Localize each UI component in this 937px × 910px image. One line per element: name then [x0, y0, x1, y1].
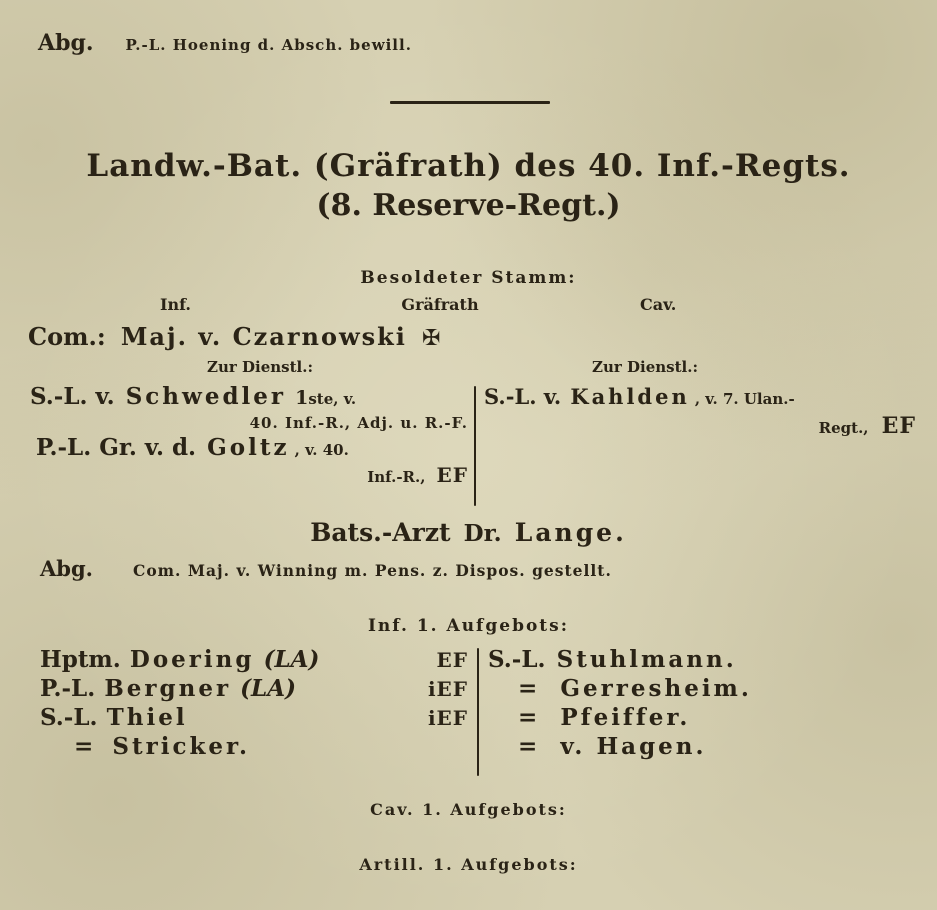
list-item	[488, 646, 928, 675]
section-divider-rule	[390, 101, 550, 104]
officer-name: Stuhlmann.	[556, 646, 737, 673]
officer-suffix: (LA)	[263, 646, 320, 673]
dienstl-left-line3	[36, 434, 468, 461]
column-header-cav: Cav.	[640, 295, 677, 314]
abg-text: P.-L. Hoening d. Absch. bewill.	[125, 36, 412, 54]
artill-aufgebots-heading: Artill. 1. Aufgebots:	[359, 855, 578, 874]
abg2-label: Abg.	[40, 556, 93, 581]
schwedler-name: Schwedler	[125, 383, 287, 410]
commander-label: Com.:	[28, 322, 106, 351]
dienstl-right-line1	[484, 384, 926, 409]
goltz-suffix: , v. 40.	[294, 441, 349, 459]
commander-name: Maj. v. Czarnowski	[120, 322, 407, 351]
officer-rank: S.-L.	[488, 646, 546, 673]
officer-rank: =	[518, 733, 538, 760]
arzt-title: Bats.-Arzt	[310, 518, 451, 547]
goltz-rank: P.-L. Gr. v. d.	[36, 434, 197, 461]
officer-rank: =	[518, 704, 538, 731]
maltese-cross-icon: ✠	[421, 326, 441, 351]
dienstl-left-line4	[30, 463, 468, 487]
officer-name: Pfeiffer.	[560, 704, 691, 731]
abg-label: Abg.	[38, 30, 94, 56]
page-title	[0, 148, 937, 223]
commander-line	[28, 322, 440, 351]
officer-rank: Hptm.	[40, 646, 121, 673]
dienstl-left-line2: 40. Inf.-R., Adj. u. R.-F.	[249, 414, 468, 432]
dienstl-right-line2	[484, 413, 926, 439]
list-item	[488, 704, 928, 733]
officer-rank: P.-L.	[40, 675, 96, 702]
bats-arzt-line	[0, 518, 937, 547]
officer-suffix: (LA)	[240, 675, 296, 702]
top-departure-note	[38, 30, 412, 56]
abg2-text: Com. Maj. v. Winning m. Pens. z. Dispos. gestellt.	[132, 561, 612, 580]
page-title-line2: (8. Reserve-Regt.)	[316, 188, 621, 223]
dienstl-left-line1	[30, 383, 468, 410]
officer-rank: =	[74, 733, 94, 760]
arzt-name: Lange.	[514, 518, 627, 547]
officer-name: Thiel	[106, 704, 188, 731]
officer-name: v. Hagen.	[560, 733, 707, 760]
kahlden-regiment: Regt.,	[818, 419, 869, 437]
page-title-line1: Landw.-Bat. (Gräfrath) des 40. Inf.-Regts.	[86, 148, 851, 184]
officer-badge: EF	[436, 648, 468, 672]
abg-winning-note	[40, 556, 612, 581]
aufgebot-column-divider-line	[477, 648, 479, 776]
inf-left-column	[40, 646, 468, 762]
column-header-inf: Inf.	[160, 295, 191, 314]
schwedler-number: 1	[295, 387, 309, 409]
list-item	[488, 675, 928, 704]
officer-name: Stricker.	[112, 733, 251, 760]
zur-dienstl-heading-right: Zur Dienstl.:	[592, 358, 698, 376]
officer-badge: iEF	[427, 677, 468, 701]
goltz-decoration-badge: EF	[436, 463, 468, 487]
cav-aufgebots-heading: Cav. 1. Aufgebots:	[370, 800, 567, 819]
kahlden-suffix: , v. 7. Ulan.-	[694, 390, 795, 408]
list-item	[40, 733, 468, 762]
officer-rank: =	[518, 675, 538, 702]
officer-name: Bergner	[104, 675, 232, 702]
schwedler-number-suffix: ste, v.	[308, 390, 357, 408]
column-header-station: Gräfrath	[401, 295, 479, 314]
officer-badge: iEF	[427, 706, 468, 730]
goltz-name: Goltz	[207, 434, 290, 461]
list-item	[488, 733, 928, 762]
column-divider-line	[474, 386, 476, 506]
schwedler-rank: S.-L. v.	[30, 383, 115, 410]
list-item	[40, 675, 468, 704]
dienstl-right-column	[484, 384, 926, 439]
zur-dienstl-heading-left: Zur Dienstl.:	[207, 358, 313, 376]
kahlden-decoration-badge: EF	[881, 413, 916, 439]
inf-right-column	[488, 646, 928, 762]
officer-name: Doering	[129, 646, 255, 673]
kahlden-name: Kahlden	[570, 384, 690, 409]
stamm-heading: Besoldeter Stamm:	[360, 268, 577, 288]
officer-rank: S.-L.	[40, 704, 98, 731]
dienstl-left-column	[30, 383, 468, 487]
inf-aufgebots-heading: Inf. 1. Aufgebots:	[367, 616, 569, 636]
officer-name: Gerresheim.	[560, 675, 752, 702]
list-item	[40, 704, 468, 733]
goltz-regiment: Inf.-R.,	[367, 468, 426, 486]
list-item	[40, 646, 468, 675]
kahlden-rank: S.-L. v.	[484, 384, 562, 409]
arzt-dr: Dr.	[463, 520, 502, 547]
